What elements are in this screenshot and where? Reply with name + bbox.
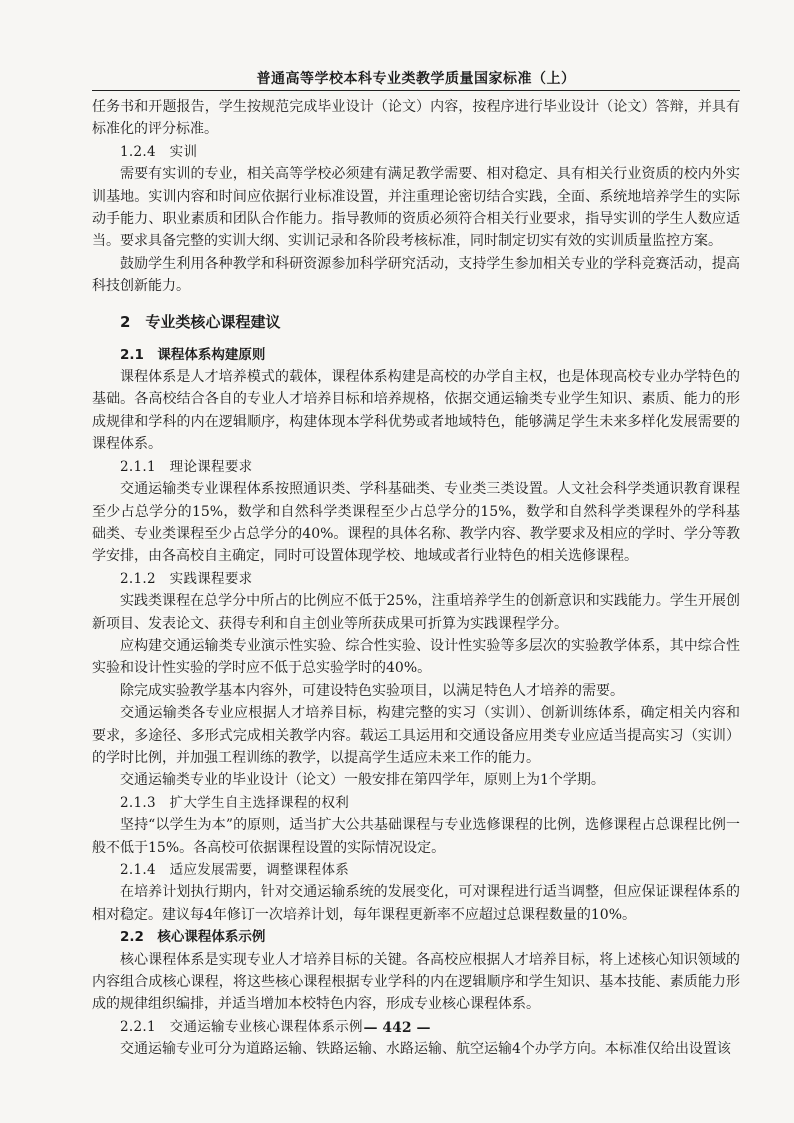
page-body <box>92 96 740 1061</box>
paragraph: 除完成实验教学基本内容外，可建设特色实验项目，以满足特色人才培养的需要。 <box>120 682 624 699</box>
subsection-heading: 2.1.2 实践课程要求 <box>120 570 253 587</box>
section-heading: 2.2 核心课程体系示例 <box>120 929 266 946</box>
subsection-heading: 2.2.1 交通运输专业核心课程体系示例 <box>120 1018 363 1035</box>
paragraph: 实践类课程在总学分中所占的比例应不低于25%，注重培养学生的创新意识和实践能力。学生开展创新项目、发表论文、获得专利和自主创业等所获成果可折算为实践课程学分。 <box>92 593 740 632</box>
paragraph: 坚持“以学生为本”的原则，适当扩大公共基础课程与专业选修课程的比例，选修课程占总课程比例一般不低于15%。各高校可依据课程设置的实际情况设定。 <box>92 817 740 856</box>
paragraph: 交通运输类专业的毕业设计（论文）一般安排在第四学年，原则上为1个学期。 <box>120 772 605 789</box>
paragraph: 交通运输类专业课程体系按照通识类、学科基础类、专业类三类设置。人文社会科学类通识教育课程至少占总学分的15%，数学和自然科学类课程至少占总学分的15%，数学和自然科学类课程外的学科基础类、专业类课程至少占总学分的40%。课程的具体名称、教学内容、教学要求及相应的学时、学分等教学安排，由各高校自主确定，同时可设置体现学校、地域或者行业特色的相关选修课程。 <box>92 481 740 565</box>
paragraph: 核心课程体系是实现专业人才培养目标的关键。各高校应根据人才培养目标，将上述核心知识领域的内容组合成核心课程，将这些核心课程根据专业学科的内在逻辑顺序和学生知识、基本技能、素质能力形成的规律组织编排，并适当增加本校特色内容，形成专业核心课程体系。 <box>92 951 740 1013</box>
paragraph: 应构建交通运输类专业演示性实验、综合性实验、设计性实验等多层次的实验教学体系，其中综合性实验和设计性实验的学时应不低于总实验学时的40%。 <box>92 637 740 677</box>
paragraph: 课程体系是人才培养模式的载体，课程体系构建是高校的办学自主权，也是体现高校专业办学特色的基础。各高校结合各自的专业人才培养目标和培养规格，依据交通运输类专业学生知识、素质、能力的形成规律和学科的内在逻辑顺序，构建体现本学科优势或者地域特色，能够满足学生未来多样化发展需要的课程体系。 <box>92 369 740 453</box>
paragraph: 需要有实训的专业，相关高等学校必须建有满足教学需要、相对稳定、具有相关行业资质的校内外实训基地。实训内容和时间应依据行业标准设置，并注重理论密切结合实践，全面、系统地培养学生的实际动手能力、职业素质和团队合作能力。指导教师的资质必须符合相关行业要求，指导实训的学生人数应适当。要求具备完整的实训大纲、实训记录和各阶段考核标准，同时制定切实有效的实训质量监控方案。 <box>92 166 740 250</box>
running-header: 普通高等学校本科专业类教学质量国家标准（上） <box>256 71 576 87</box>
paragraph: 交通运输类各专业应根据人才培养目标，构建完整的实习（实训）、创新训练体系，确定相关内容和要求，多途径、多形式完成相关教学内容。载运工具运用和交通设备应用类专业应适当提高实习（实训）的学时比例，并加强工程训练的教学，以提高学生适应未来工作的能力。 <box>92 705 740 766</box>
subsection-heading: 2.1.4 适应发展需要，调整课程体系 <box>120 862 350 878</box>
subsection-heading: 1.2.4 实训 <box>120 143 198 160</box>
subsection-heading: 2.1.1 理论课程要求 <box>120 458 253 475</box>
paragraph: 鼓励学生利用各种教学和科研资源参加科学研究活动，支持学生参加相关专业的学科竞赛活动，提高科技创新能力。 <box>92 255 740 295</box>
section-heading: 2 专业类核心课程建议 <box>120 312 281 331</box>
paragraph: 任务书和开题报告，学生按规范完成毕业设计（论文）内容，按程序进行毕业设计（论文）答辩，并具有标准化的评分标准。 <box>92 99 740 138</box>
header-rule <box>92 90 740 91</box>
paragraph: 交通运输专业可分为道路运输、铁路运输、水路运输、航空运输4个办学方向。本标准仅给出设置该 <box>120 1041 731 1058</box>
paragraph: 在培养计划执行期内，针对交通运输系统的发展变化，可对课程进行适当调整，但应保证课程体系的相对稳定。建议每4年修订一次培养计划，每年课程更新率不应超过总课程数量的10%。 <box>92 884 740 923</box>
subsection-heading: 2.1.3 扩大学生自主选择课程的权利 <box>120 794 350 811</box>
section-heading: 2.1 课程体系构建原则 <box>120 346 266 363</box>
page-number: — 442 — <box>363 1020 431 1036</box>
